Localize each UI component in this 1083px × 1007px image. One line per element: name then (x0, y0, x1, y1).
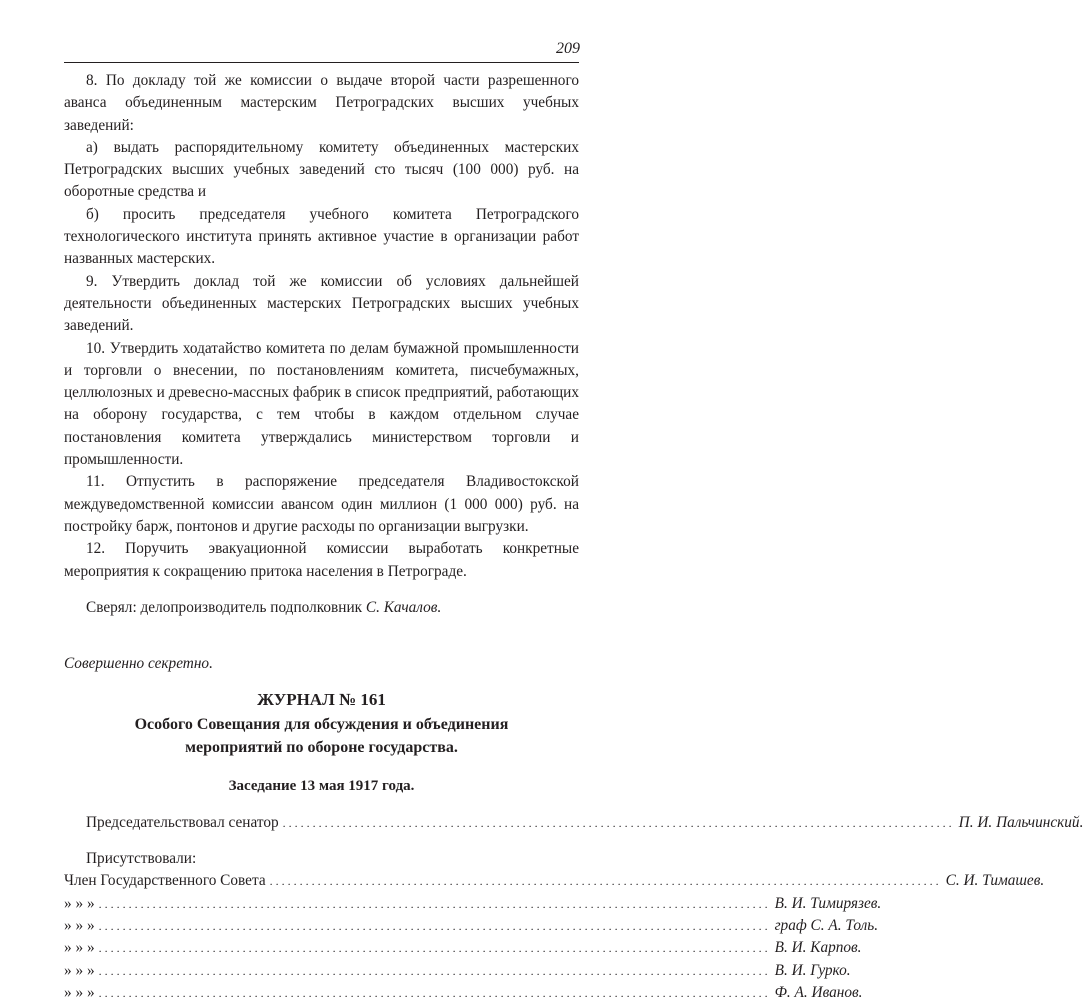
session-date: Заседание 13 мая 1917 года. (228, 778, 415, 795)
journal-subtitle-line-1: Особого Совещания для обсуждения и объединения (134, 716, 509, 734)
classification-mark: Совершенно секретно. (64, 655, 213, 673)
dot-leader: ................................................................................................................ (98, 941, 771, 956)
document-body (64, 70, 1083, 1004)
attendee-row (64, 937, 862, 959)
attendee-title: » » » (64, 983, 95, 1001)
paragraph-8b: б) просить председателя учебного комитета Петроградского технологического института принять активное участие в организации работ названных мастерских. (64, 205, 579, 268)
page-number: 209 (556, 40, 580, 57)
present-label: Присутствовали: (86, 850, 197, 868)
attendee-row (64, 893, 882, 915)
dot-leader: ................................................................................................................ (98, 985, 771, 1000)
attendee-name: В. И. Тимирязев. (774, 894, 882, 912)
attendee-row (64, 870, 1045, 892)
paragraph-8a: а) выдать распорядительному комитету объединенных мастерских Петроградских высших учебных заведений сто тысяч (100 000) руб. на оборотные средства и (64, 138, 579, 201)
paragraph-10: 10. Утвердить ходатайство комитета по делам бумажной промышленности и торговли о внесении, по постановлениям комитета, писчебумажных, целлюлозных и древесно-массных фабрик в список предприятий, работающих на оборону государства, с тем чтобы в каждом отдельном случае постановления комитета утверждались министерством торговли и промышленности. (64, 339, 579, 469)
paragraph-9: 9. Утвердить доклад той же комиссии об условиях дальнейшей деятельности объединенных мастерских Петроградских высших учебных заведений. (64, 272, 579, 335)
attendee-name: В. И. Карпов. (774, 939, 862, 957)
journal-title: ЖУРНАЛ № 161 (257, 690, 386, 710)
dot-leader: ................................................................................................................ (98, 918, 771, 933)
chair-name: П. И. Пальчинский. (958, 813, 1083, 831)
dot-leader: ................................................................................................................ (269, 874, 942, 889)
attendee-name: В. И. Гурко. (774, 961, 851, 979)
attendee-title: » » » (64, 939, 95, 957)
attendee-row (64, 915, 879, 937)
dot-leader: ................................................................................................................ (98, 896, 771, 911)
paragraph-11: 11. Отпустить в распоряжение председателя Владивостокской междуведомственной комиссии авансом один миллион (1 000 000) руб. на постройку барж, понтонов и другие расходы по организации выгрузки. (64, 473, 579, 535)
dot-leader: ................................................................................................................ (282, 815, 955, 830)
chair-line (64, 812, 1083, 834)
header-rule (64, 62, 579, 63)
attendee-title: » » » (64, 961, 95, 979)
paragraph-12: 12. Поручить эвакуационной комиссии выработать конкретные мероприятия к сокращению притока населения в Петрограде. (64, 540, 579, 580)
verification-line (64, 597, 579, 619)
attendee-row (64, 960, 851, 982)
verifier-name: С. Качалов. (365, 598, 442, 616)
paragraph-8: 8. По докладу той же комиссии о выдаче второй части разрешенного аванса объединенным мастерским Петроградских высших учебных заведений: (64, 72, 579, 134)
journal-subtitle-line-2: мероприятий по обороне государства. (185, 739, 458, 757)
chair-label: Председательствовал сенатор (86, 813, 279, 831)
attendee-name: граф С. А. Толь. (774, 916, 879, 934)
attendee-row (64, 982, 863, 1004)
attendee-title: » » » (64, 916, 95, 934)
attendee-title: » » » (64, 894, 95, 912)
verification-text: Сверял: делопроизводитель подполковник (86, 598, 366, 616)
dot-leader: ................................................................................................................ (98, 963, 771, 978)
attendee-name: С. И. Тимашев. (945, 872, 1045, 890)
attendee-name: Ф. А. Иванов. (774, 983, 863, 1001)
attendee-title: Член Государственного Совета (64, 872, 266, 890)
